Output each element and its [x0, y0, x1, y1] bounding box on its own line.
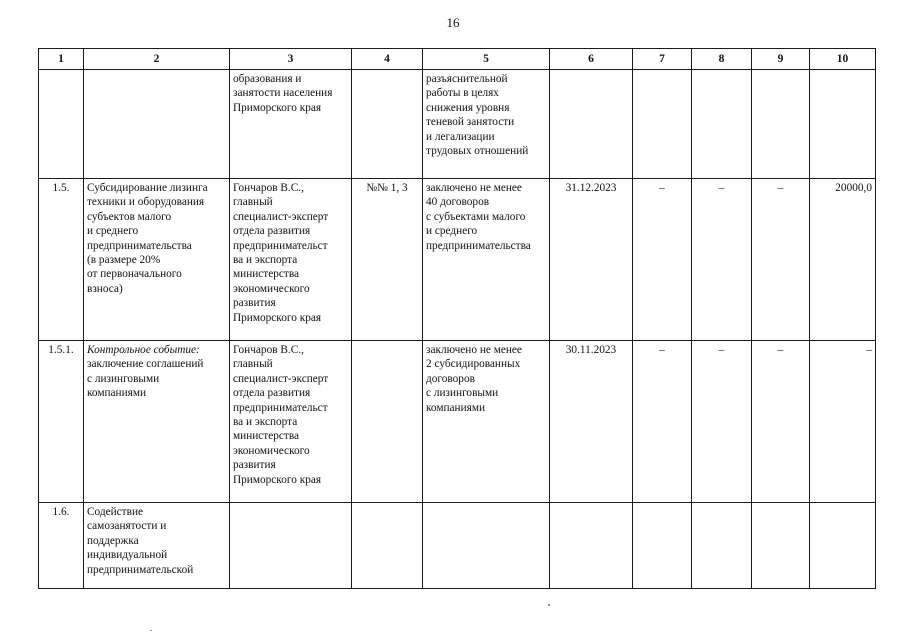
text-line: техники и оборудования — [87, 196, 205, 209]
text-line: предпринимательст — [233, 401, 328, 414]
text-line: развития — [233, 459, 276, 472]
page-number: 16 — [446, 15, 460, 30]
text-line: отдела развития — [233, 387, 311, 400]
text-line: снижения уровня — [426, 101, 510, 114]
text-line: от первоначального — [87, 268, 182, 281]
text-line: поддержка — [87, 534, 139, 547]
header-cell-6: 6 — [550, 49, 633, 70]
row-responsible — [230, 341, 352, 503]
text-line: с субъектами малого — [426, 210, 526, 223]
text-line: заключено не менее — [426, 182, 522, 194]
header-cell-9: 9 — [752, 49, 810, 70]
text-line: ва и экспорта — [233, 416, 298, 429]
text-line: главный — [233, 196, 273, 209]
text-line: предпринимательства — [426, 239, 531, 252]
row-col-10: 20000,0 — [810, 179, 876, 341]
text-line: договоров — [426, 372, 475, 385]
row-col-7 — [633, 503, 692, 589]
row-number: 1.6. — [39, 503, 84, 589]
plan-table-body — [39, 70, 876, 589]
row-reference — [352, 341, 423, 503]
row-number: 1.5. — [39, 179, 84, 341]
scan-speck — [548, 604, 550, 606]
row-reference — [352, 70, 423, 179]
row-title — [84, 179, 230, 341]
row-col-9 — [752, 70, 810, 179]
row-col-9 — [752, 503, 810, 589]
header-cell-8: 8 — [692, 49, 752, 70]
text-line: предпринимательст — [233, 239, 328, 252]
text-line: экономического — [233, 444, 310, 457]
text-line: занятости населения — [233, 87, 333, 100]
text-line: взноса) — [87, 282, 123, 295]
text-line: Содействие — [87, 506, 144, 518]
row-date: 30.11.2023 — [550, 341, 633, 503]
plan-table — [38, 48, 876, 589]
text-line: Субсидирование лизинга — [87, 182, 208, 194]
row-number: 1.5.1. — [39, 341, 84, 503]
text-line: теневой занятости — [426, 116, 515, 129]
text-line: трудовых отношений — [426, 145, 529, 158]
text-line: компаниями — [426, 401, 486, 414]
text-line: Приморского края — [233, 101, 322, 114]
text-line: специалист-эксперт — [233, 210, 329, 223]
row-responsible — [230, 70, 352, 179]
text-line: работы в целях — [426, 87, 499, 100]
row-title — [84, 70, 230, 179]
text-line: с лизинговыми — [426, 387, 499, 400]
row-number — [39, 70, 84, 179]
row-col-10: – — [810, 341, 876, 503]
text-line: министерства — [233, 430, 300, 443]
text-line: с лизинговыми — [87, 372, 160, 385]
text-line: самозанятости и — [87, 520, 167, 533]
table-row — [39, 179, 876, 341]
text-line: Гончаров В.С., — [233, 344, 304, 356]
row-title — [84, 341, 230, 503]
table-row — [39, 70, 876, 179]
text-line: заключено не менее — [426, 344, 522, 356]
text-line: компаниями — [87, 387, 147, 400]
row-title — [84, 503, 230, 589]
header-cell-4: 4 — [352, 49, 423, 70]
text-line: разъяснительной — [426, 73, 508, 85]
text-line: 40 договоров — [426, 196, 490, 209]
row-responsible — [230, 179, 352, 341]
row-col-8: – — [692, 179, 752, 341]
text-line: и среднего — [87, 225, 139, 238]
row-col-7: – — [633, 179, 692, 341]
text-line: заключение соглашений — [87, 358, 204, 371]
row-col-7: – — [633, 341, 692, 503]
text-line: Гончаров В.С., — [233, 182, 304, 194]
row-responsible — [230, 503, 352, 589]
row-col-9: – — [752, 179, 810, 341]
header-cell-10: 10 — [810, 49, 876, 70]
text-line: 2 субсидированных — [426, 358, 521, 371]
text-line: развития — [233, 297, 276, 310]
text-line: главный — [233, 358, 273, 371]
row-col-8: – — [692, 341, 752, 503]
text-line: ва и экспорта — [233, 254, 298, 267]
text-line: специалист-эксперт — [233, 372, 329, 385]
header-row — [39, 49, 876, 70]
row-col-7 — [633, 70, 692, 179]
row-date — [550, 503, 633, 589]
row-date: 31.12.2023 — [550, 179, 633, 341]
text-line: предпринимательства — [87, 239, 192, 252]
row-date — [550, 70, 633, 179]
row-col-10 — [810, 70, 876, 179]
text-line: экономического — [233, 282, 310, 295]
row-col-8 — [692, 503, 752, 589]
text-line: Приморского края — [233, 311, 322, 324]
text-line: Приморского края — [233, 473, 322, 486]
row-result — [423, 179, 550, 341]
header-cell-5: 5 — [423, 49, 550, 70]
text-line: и среднего — [426, 225, 478, 238]
row-col-10 — [810, 503, 876, 589]
header-cell-7: 7 — [633, 49, 692, 70]
text-line: субъектов малого — [87, 210, 172, 223]
header-cell-3: 3 — [230, 49, 352, 70]
table-row — [39, 341, 876, 503]
row-col-9: – — [752, 341, 810, 503]
text-line: предпринимательской — [87, 563, 194, 576]
row-reference: №№ 1, 3 — [352, 179, 423, 341]
row-result — [423, 70, 550, 179]
text-line: и легализации — [426, 130, 495, 143]
header-cell-2: 2 — [84, 49, 230, 70]
row-result — [423, 503, 550, 589]
text-line: образования и — [233, 73, 302, 85]
text-line: министерства — [233, 268, 300, 281]
table-row — [39, 503, 876, 589]
row-reference — [352, 503, 423, 589]
text-line: (в размере 20% — [87, 254, 161, 267]
header-cell-1: 1 — [39, 49, 84, 70]
scan-speck — [150, 630, 152, 631]
text-line: индивидуальной — [87, 549, 168, 562]
text-line: отдела развития — [233, 225, 311, 238]
control-event-label: Контрольное событие: — [87, 344, 200, 356]
row-result — [423, 341, 550, 503]
row-col-8 — [692, 70, 752, 179]
